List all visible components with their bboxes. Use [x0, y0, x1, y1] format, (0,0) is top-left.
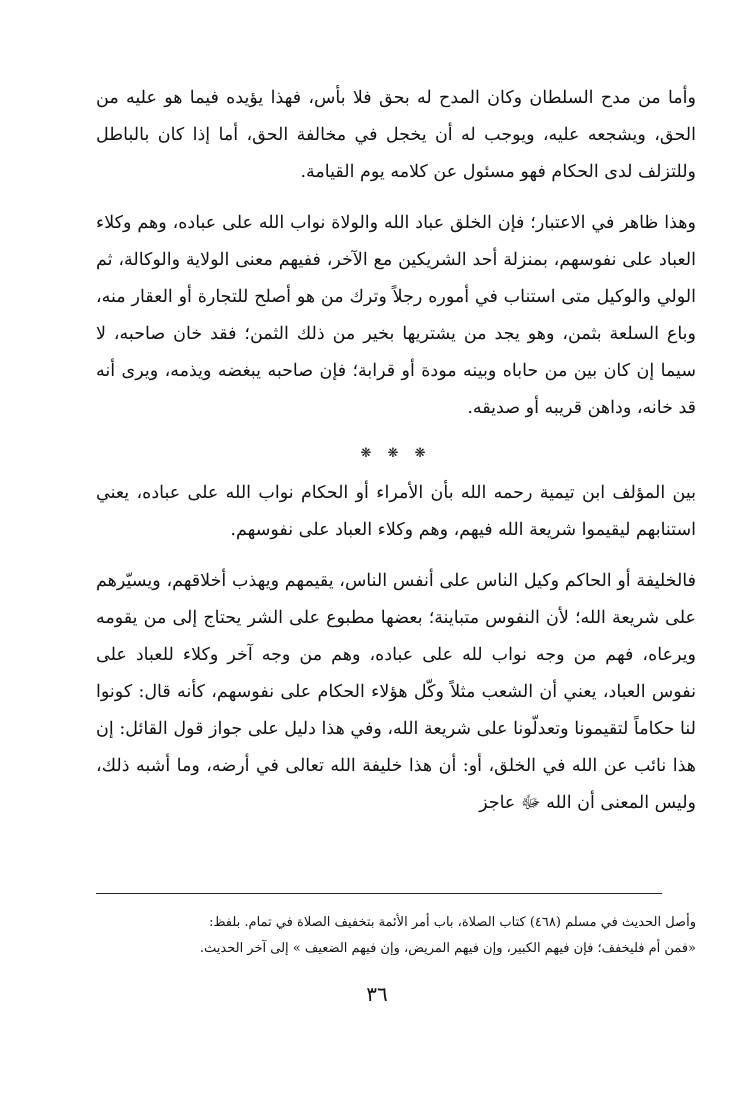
footnote-divider [96, 893, 662, 894]
section-separator: ❋ ❋ ❋ [360, 446, 432, 461]
footnote-line: وأصل الحديث في مسلم (٤٦٨) كتاب الصلاة، باب أمر الأئمة بتخفيف الصلاة في تمام. بلفظ: [209, 915, 696, 930]
page-body [96, 80, 696, 822]
paragraph-rulers-as-deputies: وهذا ظاهر في الاعتبار؛ فإن الخلق عباد الله والولاة نواب الله على عباده، وهم وكلاء العباد على نفوسهم، بمنزلة أحد الشريكين مع الآخر، ففيهم معنى الولاية والوكالة، ثم الولي والوكيل متى استناب في أموره رجلاً وترك من هو أصلح للتجارة أو العقار منه، وباع السلعة بثمن، وهو يجد من يشتريها بخير من ذلك الثمن؛ فقد خان صاحبه، لا سيما إن كان بين من حاباه وبينه مودة أو قرابة؛ فإن صاحبه يبغضه ويذمه، ويرى أنه قد خانه، وداهن قريبه أو صديقه. [96, 213, 696, 418]
footnote-line: «فمن أم فليخفف؛ فإن فيهم الكبير، وإن فيهم المريض، وإن فيهم الضعيف » إلى آخر الحديث. [199, 941, 696, 956]
paragraph-caliph-as-agent: فالخليفة أو الحاكم وكيل الناس على أنفس الناس، يقيمهم ويهذب أخلاقهم، ويسيّرهم على شريعة الله؛ لأن النفوس متباينة؛ بعضها مطبوع على الشر يحتاج إلى من يقومه ويرعاه، فهم من وجه نواب لله على عباده، وهم من وجه آخر وكلاء للعباد على نفوس العباد، يعني أن الشعب مثلاً وكّل هؤلاء الحكام على نفوسهم، كأنه قال: كونوا لنا حكاماً لتقيمونا وتعدلّونا على شريعة الله، وفي هذا دليل على جواز قول القائل: إن هذا نائب عن الله في الخلق، أو: أن هذا خليفة الله تعالى في أرضه، وما أشبه ذلك، وليس المعنى أن الله ﷻ عاجز [96, 571, 696, 813]
paragraph-author-explanation: بين المؤلف ابن تيمية رحمه الله بأن الأمراء أو الحكام نواب الله على عباده، يعني استنابهم ليقيموا شريعة الله فيهم، وهم وكلاء العباد على نفوسهم. [96, 483, 696, 540]
page-number: ٣٦ [366, 982, 388, 1006]
paragraph-praise-of-ruler: وأما من مدح السلطان وكان المدح له بحق فلا بأس، فهذا يؤيده فيما هو عليه من الحق، ويشجعه عليه، ويوجب له أن يخجل في مخالفة الحق، أما إذا كان بالباطل وللتزلف لدى الحكام فهو مسئول عن كلامه يوم القيامة. [96, 88, 696, 182]
footnote [96, 910, 696, 962]
